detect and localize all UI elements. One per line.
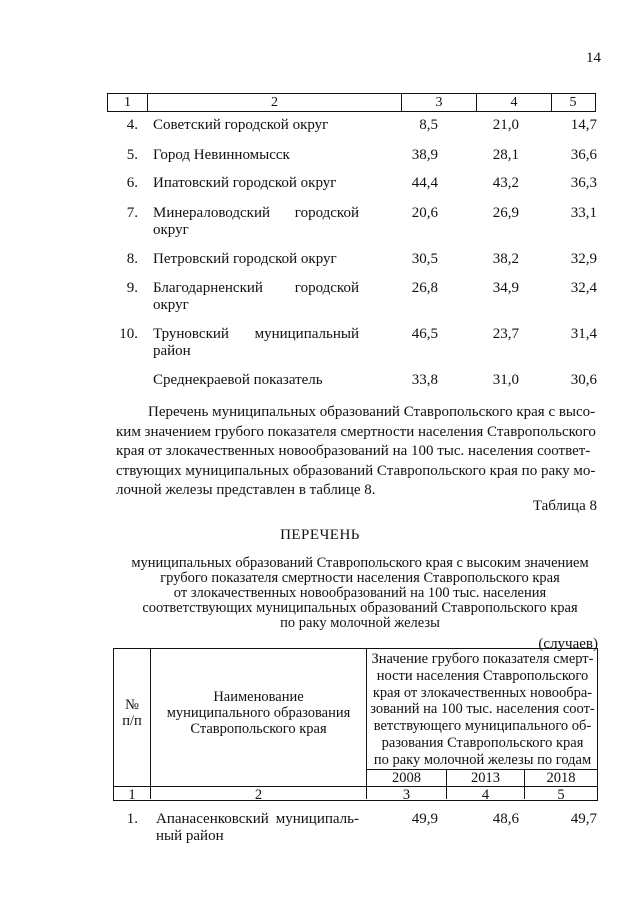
body-paragraph <box>116 403 597 501</box>
value-cell: 14,7 <box>570 117 597 133</box>
average-label: Среднекраевой показатель <box>153 372 323 388</box>
value-cell: 46,5 <box>411 326 438 342</box>
units-label: (случаев) <box>538 636 598 652</box>
value-cell: 44,4 <box>411 175 438 191</box>
row-number: 6. <box>126 175 138 191</box>
subtitle-line: соответствующих муниципальных образований Ставропольского края <box>142 600 578 616</box>
value-cell: 30,6 <box>570 372 597 388</box>
row-number: 10. <box>119 326 138 342</box>
row-number: 1. <box>126 811 138 827</box>
value-cell: 36,6 <box>570 147 597 163</box>
value-cell: 33,1 <box>570 205 597 221</box>
municipality-name <box>153 205 359 239</box>
index-cell: 2 <box>254 787 263 803</box>
value-cell: 43,2 <box>492 175 519 191</box>
num-column-header <box>114 697 150 729</box>
value-cell: 31,0 <box>492 372 519 388</box>
header-cell: 2 <box>147 94 401 111</box>
municipality-name <box>153 326 359 360</box>
value-cell: 34,9 <box>492 280 519 296</box>
value-cell: 49,7 <box>570 811 597 827</box>
name-word: муниципаль- <box>275 811 359 827</box>
header-cell: 3 <box>401 94 476 111</box>
index-cell: 3 <box>402 787 411 803</box>
paragraph-line: ствующих муниципальных образований Ставропольского края по раку мо- <box>116 462 596 479</box>
row-number: 5. <box>126 147 138 163</box>
value-cell: 32,9 <box>570 251 597 267</box>
name-word: городской <box>294 280 359 296</box>
value-cell: 23,7 <box>492 326 519 342</box>
value-cell: 21,0 <box>492 117 519 133</box>
header-line: по раку молочной железы по годам <box>373 751 592 768</box>
header-line: ности населения Ставропольского <box>376 667 589 684</box>
header-line: зований на 100 тыс. населения соот- <box>370 701 595 718</box>
index-cell: 1 <box>128 787 136 803</box>
subtitle-line: грубого показателя смертности населения Ставропольского края <box>160 570 560 586</box>
year-header: 2013 <box>471 770 500 786</box>
name-line-2: округ <box>153 222 189 238</box>
row-number: 8. <box>126 251 138 267</box>
subtitle-line: по раку молочной железы <box>280 615 440 631</box>
table-label: Таблица 8 <box>532 498 597 514</box>
name-line-1 <box>153 205 359 222</box>
name-line-1 <box>153 326 359 343</box>
name-line-2: округ <box>153 297 189 313</box>
table-header-row <box>107 93 596 112</box>
value-cell: 26,9 <box>492 205 519 221</box>
row-number: 9. <box>126 280 138 296</box>
index-cell: 5 <box>557 787 565 803</box>
header-line: разования Ставропольского края <box>381 734 584 751</box>
year-header: 2008 <box>392 770 421 786</box>
name-word: Минераловодский <box>153 205 271 221</box>
row-number: 4. <box>126 117 138 133</box>
municipality-name: Советский городской округ <box>153 117 329 133</box>
municipality-name <box>153 280 359 314</box>
municipality-name <box>156 811 359 845</box>
paragraph-line: лочной железы представлен в таблице 8. <box>116 482 376 498</box>
name-word: Апанасенковский <box>156 811 269 827</box>
header-line: края от злокачественных новообра- <box>372 684 593 701</box>
name-column-header <box>151 689 366 737</box>
header-line: муниципального образования <box>166 705 351 721</box>
subtitle-line: от злокачественных новообразований на 100 тыс. населения <box>173 585 547 601</box>
header-line: № <box>125 697 139 713</box>
municipality-name: Петровский городской округ <box>153 251 337 267</box>
value-cell: 36,3 <box>570 175 597 191</box>
name-word: муниципальный <box>254 326 359 342</box>
name-line-2: ный район <box>156 828 224 844</box>
value-cell: 30,5 <box>411 251 438 267</box>
table-subtitle <box>100 556 620 631</box>
header-line: ветствующего муниципального об- <box>373 718 592 735</box>
value-cell: 28,1 <box>492 147 519 163</box>
header-line: п/п <box>122 713 142 729</box>
header-line: Наименование <box>213 689 304 705</box>
header-cell: 4 <box>476 94 551 111</box>
header-line: Ставропольского края <box>190 721 327 737</box>
name-line-1 <box>153 280 359 297</box>
name-word: городской <box>294 205 359 221</box>
value-cell: 8,5 <box>419 117 438 133</box>
value-cell: 26,8 <box>411 280 438 296</box>
main-table <box>113 648 598 801</box>
value-cell: 33,8 <box>411 372 438 388</box>
value-cell: 38,2 <box>492 251 519 267</box>
name-line-1 <box>156 811 359 828</box>
header-cell: 1 <box>124 95 131 110</box>
row-number: 7. <box>126 205 138 221</box>
value-cell: 20,6 <box>411 205 438 221</box>
municipality-name: Ипатовский городской округ <box>153 175 337 191</box>
value-cell: 31,4 <box>570 326 597 342</box>
value-cell: 49,9 <box>411 811 438 827</box>
table-title: ПЕРЕЧЕНЬ <box>280 527 360 543</box>
page-number: 14 <box>586 50 601 66</box>
value-cell: 48,6 <box>492 811 519 827</box>
paragraph-line: Перечень муниципальных образований Ставропольского края с высо- <box>148 404 596 420</box>
subtitle-line: муниципальных образований Ставропольского края с высоким значением <box>131 555 589 571</box>
header-line: Значение грубого показателя смерт- <box>371 651 594 667</box>
name-word: Труновский <box>153 326 229 342</box>
index-cell: 4 <box>481 787 490 803</box>
value-cell: 38,9 <box>411 147 438 163</box>
value-cell: 32,4 <box>570 280 597 296</box>
year-header: 2018 <box>546 770 576 786</box>
header-cell: 5 <box>551 94 594 111</box>
municipality-name: Город Невинномысск <box>153 147 290 163</box>
name-line-2: район <box>153 343 191 359</box>
value-column-header <box>367 651 598 769</box>
paragraph-line: края от злокачественных новообразований на 100 тыс. населения соответ- <box>116 443 591 459</box>
name-word: Благодарненский <box>153 280 263 296</box>
paragraph-line: ким значением грубого показателя смертности населения Ставропольского <box>116 423 596 440</box>
